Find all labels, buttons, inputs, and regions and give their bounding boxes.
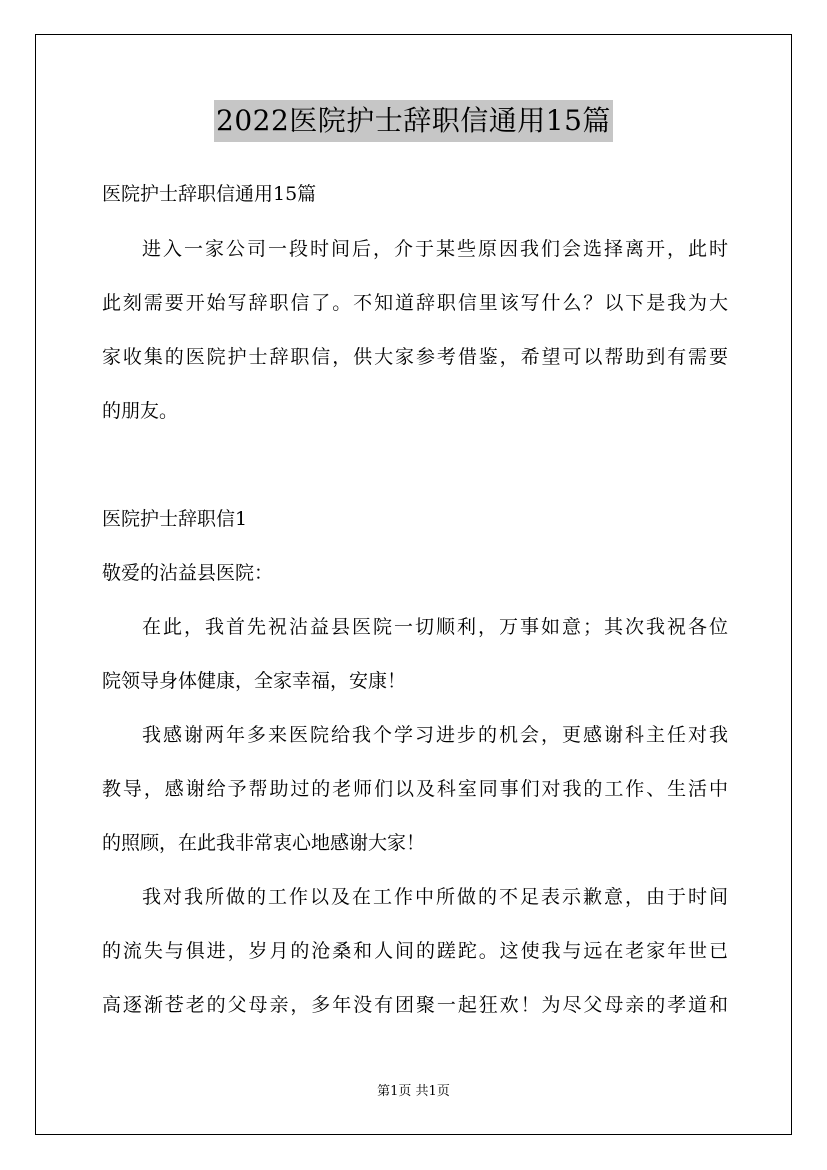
intro-line-3: 家收集的医院护士辞职信，供大家参考借鉴，希望可以帮助到有需要: [102, 346, 728, 368]
para1-line-1: 在此，我首先祝沾益县医院一切顺利，万事如意；其次我祝各位: [142, 616, 728, 638]
para3-line-3: 高逐渐苍老的父母亲，多年没有团聚一起狂欢！为尽父母亲的孝道和: [102, 994, 728, 1016]
para2-line-3: 的照顾，在此我非常衷心地感谢大家！: [102, 832, 426, 854]
para3-line-2: 的流失与俱进，岁月的沧桑和人间的蹉跎。这使我与远在老家年世已: [102, 940, 728, 962]
para2-line-1: 我感谢两年多来医院给我个学习进步的机会，更感谢科主任对我: [142, 724, 728, 746]
title-container: [0, 100, 827, 142]
page-footer: 第1页 共1页: [377, 1084, 450, 1099]
intro-line-2: 此刻需要开始写辞职信了。不知道辞职信里该写什么？以下是我为大: [102, 292, 728, 314]
subtitle: 医院护士辞职信通用15篇: [102, 183, 317, 205]
para3-line-1: 我对我所做的工作以及在工作中所做的不足表示歉意，由于时间: [142, 886, 728, 908]
salutation: 敬爱的沾益县医院：: [102, 562, 274, 584]
intro-line-4: 的朋友。: [102, 400, 179, 422]
para1-line-2: 院领导身体健康，全家幸福，安康！: [102, 670, 407, 692]
section-heading: 医院护士辞职信1: [102, 508, 248, 530]
para2-line-2: 教导，感谢给予帮助过的老师们以及科室同事们对我的工作、生活中: [102, 778, 728, 800]
document-title: 2022医院护士辞职信通用15篇: [214, 100, 613, 142]
intro-line-1: 进入一家公司一段时间后，介于某些原因我们会选择离开，此时: [142, 238, 728, 260]
